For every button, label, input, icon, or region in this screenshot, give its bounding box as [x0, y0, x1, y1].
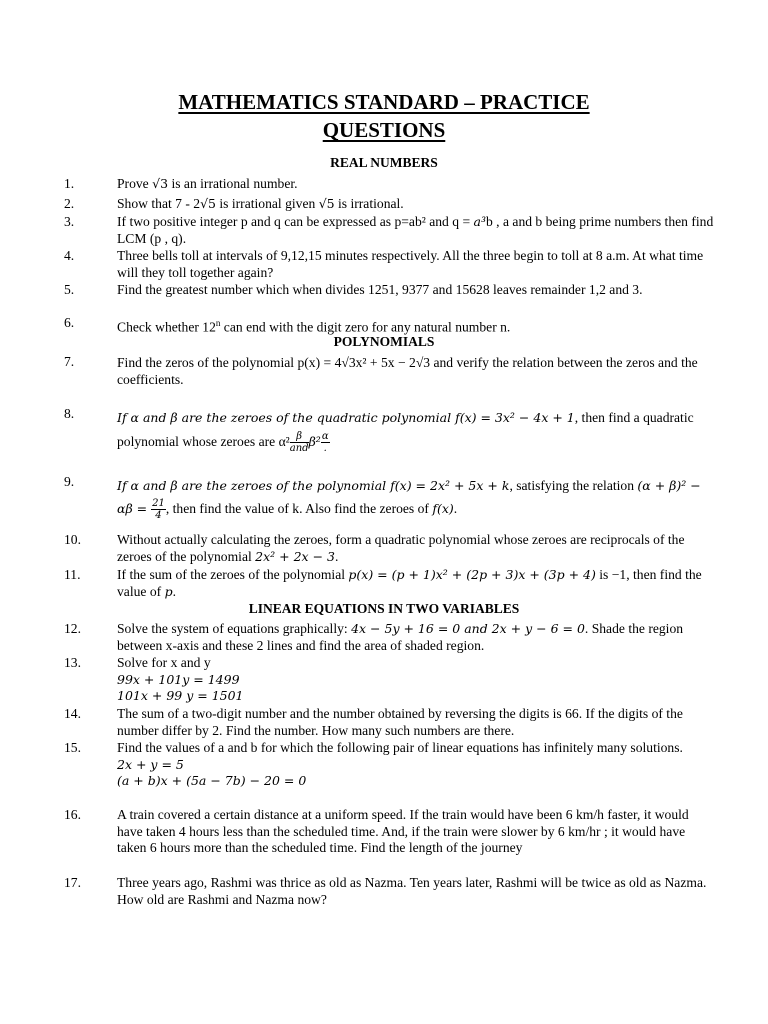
question-number: 17. — [64, 875, 81, 890]
question-number: 11. — [64, 567, 81, 582]
question-number: 12. — [64, 621, 81, 636]
fraction-beta2-over-alpha: $\frac{\alpha}{.}$ — [321, 431, 329, 455]
question-number: 2. — [64, 196, 75, 211]
question-number: 1. — [64, 176, 75, 191]
section-heading-polynomials: POLYNOMIALS — [333, 334, 435, 349]
equation-15a: 2x + y = 5 — [117, 756, 184, 772]
question-number: 14. — [64, 706, 81, 721]
question-number: 9. — [64, 474, 75, 489]
question-number: 8. — [64, 406, 75, 421]
question-number: 6. — [64, 315, 75, 330]
question-number: 5. — [64, 282, 75, 297]
question-number: 4. — [64, 248, 75, 263]
question-number: 10. — [64, 532, 81, 547]
question-number: 3. — [64, 214, 75, 229]
question-number: 13. — [64, 655, 81, 670]
equation-15b: (a + b)x + (5a − 7b) − 20 = 0 — [117, 773, 307, 788]
document-page: MATHEMATICS STANDARD – PRACTICE QUESTIONS REAL NUMBERS 1. Prove √3 is an irrational number. 2. Show that 7 - 2√5 is irrational given √5 is irrational. 3. If two positive integer p and q can be expressed as p=ab² and q = a³b , a and b being prime numbers then find LCM (p , q). 4. Three bells toll at intervals of 9,12,15 minutes respectively. All the three begin to toll at 8 a.m. At what time will they toll together again? 5. Find the greatest number which when divides 1251, 9377 and 15628 leaves remainder 1,2 and 3. 6. Check whether 12$^n$ can end with the digit zero for any natural number n. POLYNOMIALS 7. Find the zeros of the polynomial p(x) = 4√3x² + 5x − 2√3 and verify the relation between the zeros and the coefficients. 8. If α and β are the zeroes of the quadratic polynomial f(x) = 3x² − 4x + 1, then find a quadratic polynomial whose zeroes are α² $\frac{\beta}{\text{and}}$ β² $\frac{\alpha}{.}$ 9. If α and β are the zeroes of the polynomial f(x) = 2x² + 5x + k, satisfying the relation (α + β)² − αβ = $\frac{21}{4}$ , then find the value of k. Also find the zeroes of f(x). 10. Without actually calculating the zeroes, form a quadratic polynomial whose zeroes are reciprocals of the zeroes of the polynomial 2x² + 2x − 3. 11. If the sum of the zeroes of the polynomial p(x) = (p + 1)x² + (2p + 3)x + (3p + 4) is −1, then find the value of p. LINEAR EQUATIONS IN TWO VARIABLES 12. Solve the system of equations graphically: 4x − 5y + 16 = 0 and 2x + y − 6 = 0. Shade the region between x-axis and these 2 lines and find the area of shaded region. 13. Solve for x and y 99x + 101y = 1499 101x + 99 y = 1501 14. The sum of a two-digit number and the number obtained by reversing the digits is 66. If the digits of the number differ by 2. Find the number. How many such numbers are there. 15. Find the values of a and b for which the following pair of linear equations has infinitely many solutions. 2x + y = 5 (a + b)x + (5a − 7b) − 20 = 0 16. A train covered a certain distance at a uniform speed. If the train would have been 6 km/h faster, it would have taken 4 hours less than the scheduled time. And, if the train were slower by 6 km/hr ; it would have taken 6 hours more than the scheduled time. Find the length of the journey 17. Three years ago, Rashmi was thrice as old as Nazma. Ten years later, Rashmi will be twice as old as Nazma. How old are Rashmi and Nazma now? — [0, 0, 768, 1024]
page-title-line1: MATHEMATICS STANDARD – PRACTICE — [178, 90, 590, 114]
fraction-alpha2-over-beta: $\frac{\beta}{\text{and}}$ — [289, 431, 309, 455]
page-title-line2: QUESTIONS — [322, 118, 446, 142]
question-number: 16. — [64, 807, 81, 822]
question-number: 15. — [64, 740, 81, 755]
fraction-21-over-4: $\frac{21}{4}$ — [152, 498, 165, 522]
question-number: 7. — [64, 354, 75, 369]
section-heading-linear-equations: LINEAR EQUATIONS IN TWO VARIABLES — [248, 601, 520, 616]
equation-13b: 101x + 99 y = 1501 — [117, 688, 244, 703]
equation-13a: 99x + 101y = 1499 — [117, 671, 240, 687]
section-heading-real-numbers: REAL NUMBERS — [330, 155, 438, 170]
